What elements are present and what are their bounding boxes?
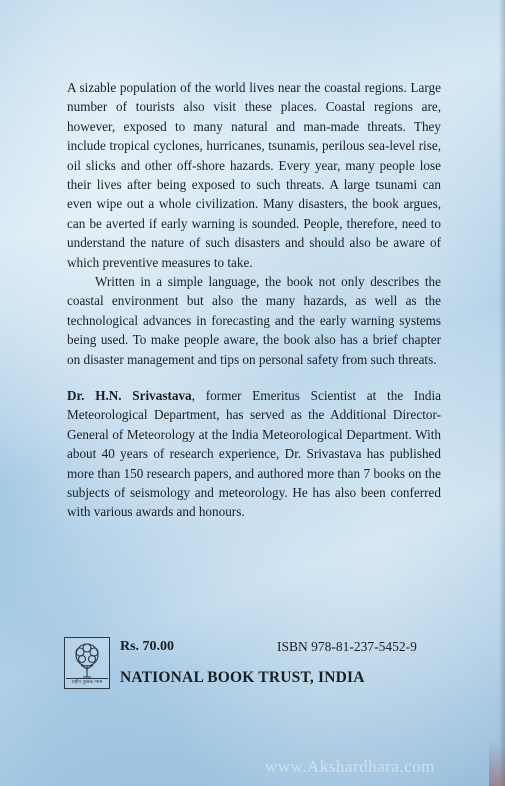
author-bio	[67, 386, 441, 522]
author-bio-paragraph	[67, 386, 441, 522]
price-label: Rs. 70.00	[120, 639, 175, 654]
description-paragraph-1: A sizable population of the world lives near the coastal regions. Large number of tourists also visit these places. Coastal regions are, however, exposed to many natural and man-made threats. They include tropical cyclones, hurricanes, tsunamis, perilous sea-level rise, oil slicks and other off-shore hazards. Every year, many people lose their lives after being exposed to such threats. A large tsunami can even wipe out a whole civilization. Many disasters, the book argues, can be averted if early warning is sounded. People, therefore, need to understand the nature of such disasters and should also be aware of which preventive measures to take.	[67, 80, 441, 270]
watermark-text: www.Akshardhara.com	[265, 757, 435, 776]
publisher-name: NATIONAL BOOK TRUST, INDIA	[120, 669, 365, 686]
publisher-logo	[64, 637, 110, 689]
book-description	[67, 78, 441, 369]
corner-wear	[489, 726, 505, 786]
description-paragraph-2: Written in a simple language, the book not only describes the coastal environment but also the many hazards, as well as the technological advances in forecasting and the early warning systems being used. To make people aware, the book also has a brief chapter on disaster management and tips on personal safety from such threats.	[67, 274, 441, 367]
author-bio-text: , former Emeritus Scientist at the India Meteorological Department, has served as the Additional Director-General of Meteorology at the India Meteorological Department. With about 40 years of research experience, Dr. Srivastava has published more than 150 research papers, and authored more than 7 books on the subjects of seismology and meteorology. He has also been conferred with various awards and honours.	[67, 388, 441, 520]
tree-logo-icon	[69, 641, 105, 679]
logo-caption: राष्ट्रीय पुस्तक न्यास	[66, 678, 108, 687]
page-edge-shadow	[499, 0, 505, 786]
isbn-label: ISBN 978-81-237-5452-9	[277, 639, 417, 654]
author-name: Dr. H.N. Srivastava	[67, 388, 192, 403]
